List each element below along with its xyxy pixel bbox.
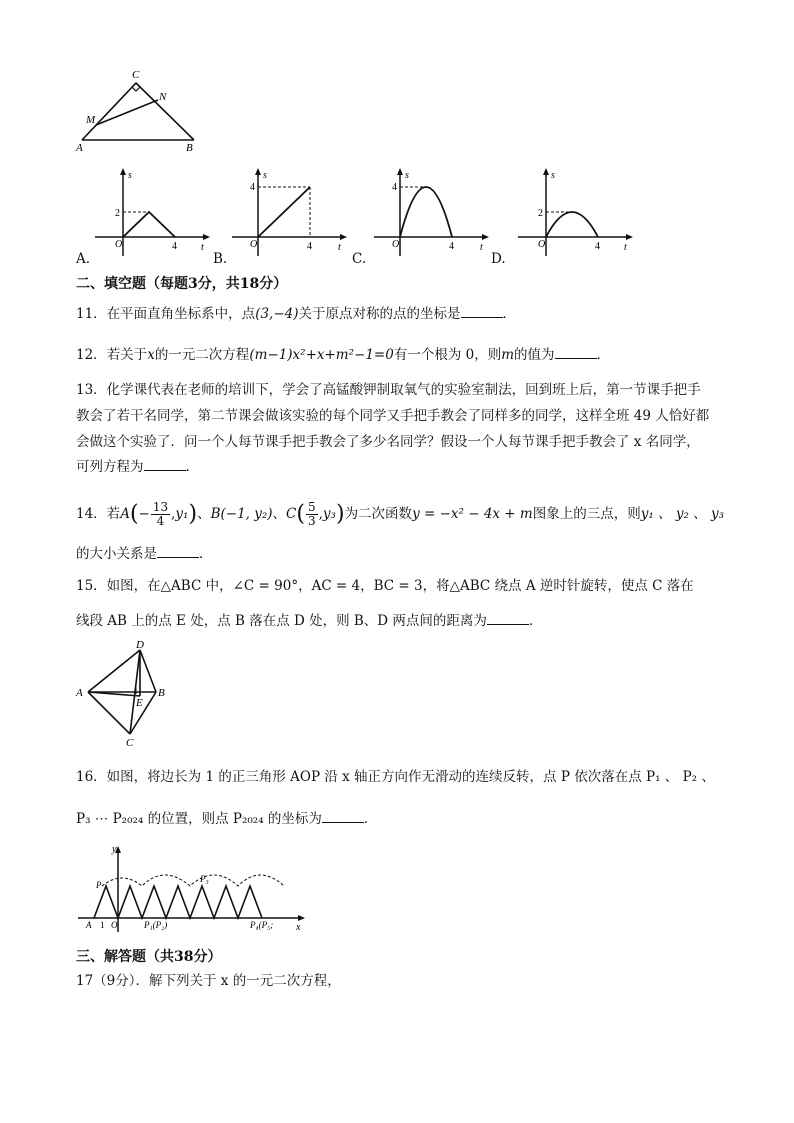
answer-blank[interactable] bbox=[322, 810, 364, 823]
axis-x: x bbox=[296, 922, 301, 933]
question-12 bbox=[76, 346, 610, 364]
q14-text-2: 的大小关系是 bbox=[76, 546, 157, 562]
point-A: A bbox=[120, 506, 130, 522]
tick-2: 2 bbox=[115, 208, 120, 219]
q12-text-post: 的值为 bbox=[514, 347, 555, 363]
q13-line-1: 13．化学课代表在老师的培训下，学会了高锰酸钾制取氧气的实验室制法，回到班上后，第一节课手把手 bbox=[76, 382, 701, 398]
origin: O bbox=[392, 239, 400, 250]
separator: 、 bbox=[197, 506, 211, 522]
q11-text: 在平面直角坐标系中，点 bbox=[106, 306, 256, 322]
label-1: 1 bbox=[100, 920, 105, 930]
answer-blank[interactable] bbox=[555, 346, 597, 359]
q11-end: ． bbox=[502, 306, 517, 322]
q14-text-mid: 为二次函数 bbox=[344, 506, 413, 522]
tick-4: 4 bbox=[172, 241, 177, 252]
q15-end: ． bbox=[528, 613, 543, 629]
label-N: N bbox=[159, 91, 167, 103]
label-A: A bbox=[76, 687, 83, 699]
graph-option-d bbox=[518, 166, 638, 258]
answer-blank[interactable] bbox=[157, 545, 199, 558]
q12-end: ． bbox=[596, 347, 611, 363]
graph-option-b bbox=[232, 166, 352, 258]
var-y3: y₃ bbox=[322, 506, 336, 522]
q16-text: P₃ ⋯ P₂₀₂₄ 的位置，则点 P₂₀₂₄ 的坐标为 bbox=[76, 811, 322, 827]
q15-line-1: 15．如图，在△ABC 中，∠C = 90°，AC = 4，BC = 3，将△ABC 绕点 A 逆时针旋转，使点 C 落在 bbox=[76, 578, 694, 594]
option-c-label: C. bbox=[352, 251, 367, 267]
q13-text: 可列方程为 bbox=[76, 459, 144, 475]
graph-option-a bbox=[95, 166, 215, 258]
label-P: P bbox=[96, 880, 102, 890]
point-C: C bbox=[286, 506, 297, 522]
label-P1P2: P₁(P₂) bbox=[144, 920, 168, 930]
tick-4: 4 bbox=[307, 241, 312, 252]
label-B: B bbox=[158, 687, 165, 699]
q13-line-2: 教会了若干名同学，第二节课会做该实验的每个同学又手把手教会了同样多的同学，这样全班 49 人恰好都 bbox=[76, 408, 710, 424]
answer-blank[interactable] bbox=[487, 612, 529, 625]
question-14: 14．若A(− $\frac{13}{4}$ ,y₁)、B(−1, y₂)、C( $\frac{5}{3}$ ,y₃)为二次函数y = −x² − 4x + m图象上的三点，则y₁ 、 y₂ 、 y₃ bbox=[76, 500, 724, 528]
question-11 bbox=[76, 305, 516, 323]
q13-line-4 bbox=[76, 458, 199, 476]
label-C: C bbox=[126, 737, 134, 748]
separator: 、 bbox=[272, 506, 287, 522]
q14-line-2 bbox=[76, 545, 213, 563]
label-M: M bbox=[86, 114, 96, 126]
segment-MN bbox=[96, 100, 158, 125]
point-B: B bbox=[210, 506, 221, 522]
q15-text: 线段 AB 上的点 E 处，点 B 落在点 D 处，则 B、D 两点间的距离为 bbox=[76, 613, 487, 629]
origin: O bbox=[115, 239, 123, 250]
axis-t: t bbox=[480, 242, 483, 253]
graph-option-c bbox=[374, 166, 494, 258]
point-B-coords: (−1, y₂) bbox=[220, 506, 273, 522]
axis-y: y bbox=[112, 844, 117, 855]
q14-end: ． bbox=[199, 546, 213, 562]
label-D: D bbox=[136, 639, 144, 651]
fraction-5-3: $\frac{5}{3}$ bbox=[307, 500, 316, 528]
label-P4P5: P₄(P₅; bbox=[250, 920, 274, 930]
axis-t: t bbox=[201, 242, 204, 253]
label-A: A bbox=[86, 920, 92, 930]
axis-s: s bbox=[405, 170, 409, 181]
q12-text-mid: 的一元二次方程 bbox=[154, 347, 250, 363]
section-2-title: 二、填空题（每题3分，共18分） bbox=[76, 276, 288, 292]
q16-end: ． bbox=[363, 811, 378, 827]
q15-rotation-figure bbox=[74, 638, 174, 748]
tick-4: 4 bbox=[392, 182, 397, 193]
q12-text: 若关于 bbox=[106, 347, 148, 363]
triangle-figure-top bbox=[74, 68, 224, 154]
label-P3: P₃ bbox=[200, 874, 209, 884]
origin: O bbox=[538, 239, 546, 250]
axis-s: s bbox=[128, 170, 132, 181]
q16-rolling-triangle-figure bbox=[74, 842, 314, 934]
q14-function: y = −x² − 4x + m bbox=[412, 506, 533, 522]
q14-y-list: y₁ 、 y₂ 、 y₃ bbox=[640, 506, 724, 522]
q13-end: ． bbox=[185, 459, 199, 475]
option-d-label: D. bbox=[491, 251, 506, 267]
var-m: m bbox=[501, 347, 515, 363]
label-O: O bbox=[111, 920, 118, 930]
axis-s: s bbox=[551, 170, 555, 181]
q11-number: 11． bbox=[76, 306, 107, 322]
q11-point: (3,−4) bbox=[255, 306, 299, 322]
answer-blank[interactable] bbox=[461, 305, 503, 318]
option-a-label: A. bbox=[76, 251, 91, 267]
q12-equation: (m−1)x²+x+m²−1=0 bbox=[249, 347, 394, 363]
label-E: E bbox=[136, 697, 143, 709]
q15-line-2 bbox=[76, 612, 542, 630]
section-3-title: 三、解答题（共38分） bbox=[76, 949, 222, 965]
q12-text-mid2: 有一个根为 0，则 bbox=[393, 347, 502, 363]
axis-t: t bbox=[338, 242, 341, 253]
q16-line-1: 16．如图，将边长为 1 的正三角形 AOP 沿 x 轴正方向作无滑动的连续反转，点 P 依次落在点 P₁ 、 P₂ 、 bbox=[76, 769, 715, 785]
origin: O bbox=[250, 239, 258, 250]
question-17: 17（9分）．解下列关于 x 的一元二次方程， bbox=[76, 973, 341, 989]
option-b-label: B. bbox=[213, 251, 228, 267]
q12-number: 12． bbox=[76, 347, 107, 363]
tick-4: 4 bbox=[449, 241, 454, 252]
q14-number: 14．若 bbox=[76, 506, 121, 522]
axis-s: s bbox=[263, 170, 267, 181]
q11-text-post: 关于原点对称的点的坐标是 bbox=[298, 306, 461, 322]
q14-text-post: 图象上的三点，则 bbox=[532, 506, 641, 522]
tick-4: 4 bbox=[595, 241, 600, 252]
label-B: B bbox=[186, 142, 193, 154]
answer-blank[interactable] bbox=[144, 458, 186, 471]
axis-t: t bbox=[624, 242, 627, 253]
fraction-13-4: $\frac{13}{4}$ bbox=[152, 500, 169, 528]
label-A: A bbox=[76, 142, 83, 154]
q16-line-2 bbox=[76, 810, 377, 828]
q13-line-3: 会做这个实验了．问一个人每节课手把手教会了多少名同学？假设一个人每节课手把手教会了 x 名同学， bbox=[76, 434, 700, 450]
var-y1: y₁ bbox=[175, 506, 189, 522]
tick-2: 2 bbox=[538, 208, 543, 219]
tick-4: 4 bbox=[250, 182, 255, 193]
label-C: C bbox=[132, 69, 140, 81]
var-x: x bbox=[147, 347, 155, 363]
